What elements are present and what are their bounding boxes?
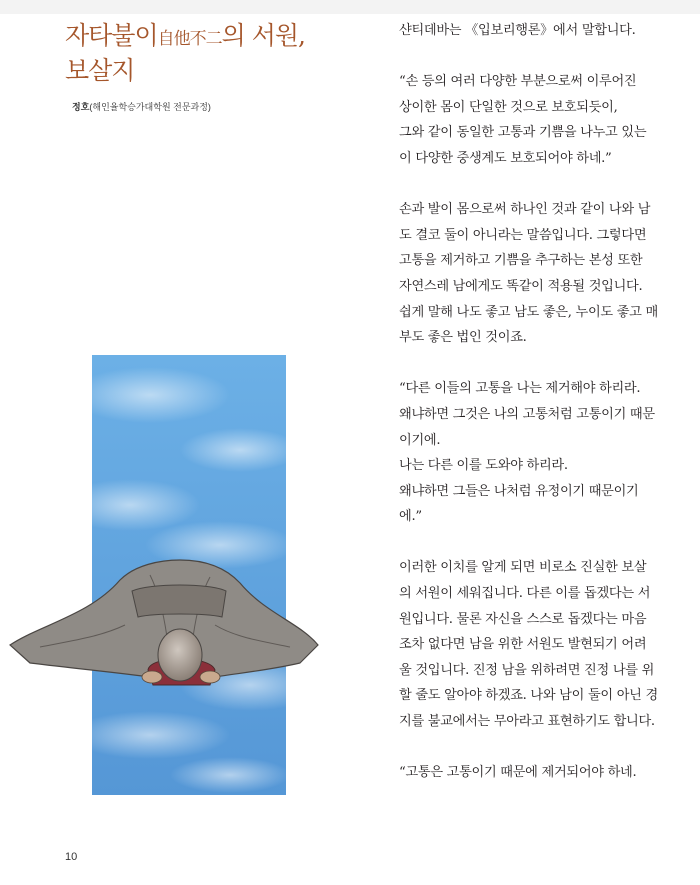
paragraph-1-line: 부도 좋은 법인 것이죠. <box>399 330 527 346</box>
quote-1 <box>399 69 691 171</box>
page-number: 10 <box>65 851 78 863</box>
paragraph-2-line: 울 것입니다. 진정 남을 위하려면 진정 나를 위 <box>399 662 655 678</box>
title-hanja: 自他不二 <box>157 29 222 49</box>
article-title <box>65 20 355 87</box>
quote-1-line: “손 등의 여러 다양한 부분으로써 이루어진 <box>399 74 637 90</box>
paragraph-2-line: 조차 없다면 남을 위한 서원도 발현되기 어려 <box>399 637 647 653</box>
paragraph-2-line: 원입니다. 물론 자신을 스스로 돕겠다는 마음 <box>399 611 647 627</box>
quote-1-line: 상이한 몸이 단일한 것으로 보호되듯이, <box>399 99 618 115</box>
quote-2-line: 왜냐하면 그것은 나의 고통처럼 고통이기 때문 <box>399 406 655 422</box>
quote-2-line: 에.” <box>399 509 422 525</box>
paragraph-1-line: 쉽게 말해 나도 좋고 남도 좋은, 누이도 좋고 매 <box>399 304 658 320</box>
paragraph-2-line: 의 서원이 세워집니다. 다른 이를 돕겠다는 서 <box>399 586 651 602</box>
title-suffix: 의 서원, <box>221 21 305 50</box>
paragraph-1 <box>399 197 691 351</box>
author-name: 정호 <box>72 102 90 112</box>
bowing-monk-illustration <box>0 355 320 795</box>
paragraph-2-line: 할 줄도 알아야 하겠죠. 나와 남이 둘이 아닌 경 <box>399 688 658 704</box>
quote-2-line: “다른 이들의 고통을 나는 제거해야 하리라. <box>399 381 641 397</box>
quote-2-line: 이기에. <box>399 432 441 448</box>
quote-1-line: 그와 같이 동일한 고통과 기쁨을 나누고 있는 <box>399 125 647 141</box>
quote-2-line: 나는 다른 이를 도와야 하리라. <box>399 458 568 474</box>
top-bar <box>0 0 700 14</box>
article-body <box>399 18 691 811</box>
paragraph-1-line: 고통을 제거하고 기쁨을 추구하는 본성 또한 <box>399 253 643 269</box>
paragraph-1-line: 손과 발이 몸으로써 하나인 것과 같이 나와 남 <box>399 202 651 218</box>
title-main: 자타불이 <box>65 21 158 50</box>
quote-3-line: “고통은 고통이기 때문에 제거되어야 하네. <box>399 765 637 781</box>
quote-2-line: 왜냐하면 그들은 나처럼 유정이기 때문이기 <box>399 483 639 499</box>
paragraph-1-line: 도 결코 둘이 아니라는 말씀입니다. 그렇다면 <box>399 227 647 243</box>
title-line-2: 보살지 <box>65 56 135 85</box>
author-byline <box>72 100 211 113</box>
paragraph-2-line: 지를 불교에서는 무아라고 표현하기도 합니다. <box>399 714 655 730</box>
quote-2 <box>399 376 691 530</box>
paragraph-2 <box>399 555 691 734</box>
intro-line: 샨티데바는 《입보리행론》에서 말합니다. <box>399 23 636 38</box>
paragraph-2-line: 이러한 이치를 알게 되면 비로소 진실한 보살 <box>399 560 647 576</box>
intro-paragraph <box>399 18 691 44</box>
title-line-1 <box>65 20 355 55</box>
author-affiliation: (해인율학승가대학원 전문과정) <box>89 102 211 112</box>
paragraph-1-line: 자연스레 남에게도 똑같이 적용될 것입니다. <box>399 278 643 294</box>
quote-1-line: 이 다양한 중생계도 보호되어야 하네.” <box>399 150 612 166</box>
quote-3 <box>399 760 691 786</box>
